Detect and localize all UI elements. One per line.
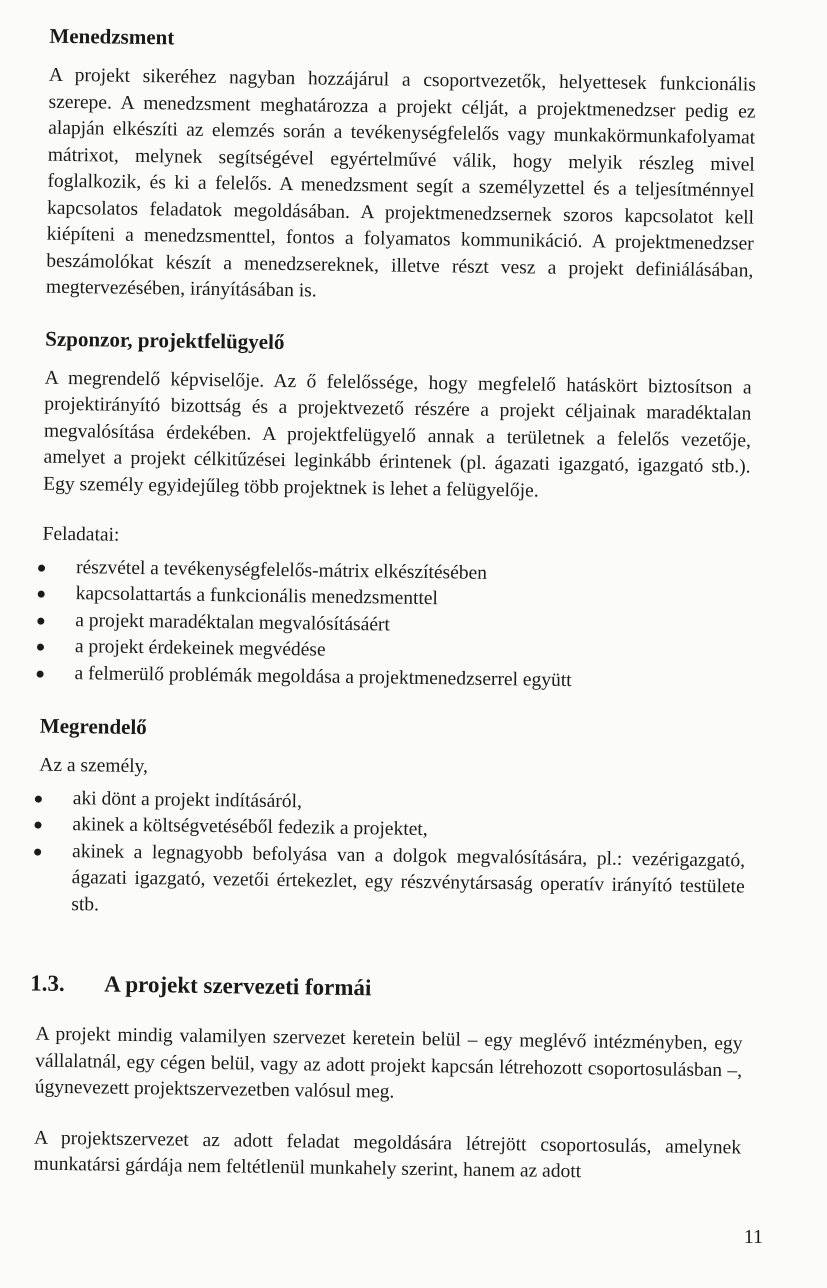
bullet-icon (35, 660, 75, 661)
list-item: a projekt érdekeinek megvédése (74, 636, 326, 661)
paragraph-szponzor: A megrendelő képviselője. Az ő felelőssége, hogy megfelelő hatáskört biztosítson a projektirányító bizottság és a projektvezető részére a projekt céljainak maradéktalan megvalósítása érdekében. A projektfelügyelő annak a területnek a felelős vezetője, amelyet a projekt célkitűzései leginkább érintenek (pl. ágazati igazgató, igazgató stb.). Egy személy egyidejűleg több projektnek is lehet a felügyelője. (43, 367, 752, 502)
section-heading-szponzor: Szponzor, projektfelügyelő (45, 326, 285, 354)
bullet-icon (32, 838, 72, 839)
section-heading-menedzsment: Menedzsment (49, 23, 175, 50)
bullet-icon (36, 581, 76, 582)
list-item: kapcsolattartás a funkcionális menedzsmenttel (75, 583, 439, 610)
bullet-icon (33, 812, 73, 813)
bullet-icon (33, 785, 73, 786)
list-intro-szemely: Az a személy, (39, 754, 149, 778)
bullet-icon (36, 607, 76, 608)
task-list (34, 554, 749, 696)
chapter-number: 1.3. (30, 970, 65, 996)
list-intro-feladatai: Feladatai: (42, 523, 120, 546)
chapter-title: A projekt szervezeti formái (104, 971, 372, 1001)
chapter-paragraph-1: A projekt mindig valamilyen szervezet keretein belül – egy meglévő intézményben, egy vállalatnál, egy cégen belül, vagy az adott projekt kapcsán létrehozott csoportosulásban –, úgynevezett projektszervezetben valósul meg. (34, 1023, 743, 1103)
list-item: akinek a legnagyobb befolyása van a dolgok megvalósítására, pl.: vezérigazgató, ágazati igazgató, vezetői értekezlet, egy részvénytársaság operatív irányító testülete stb. (71, 840, 746, 915)
chapter-heading (30, 970, 743, 1008)
list-item: a felmerülő problémák megoldása a projektmenedzserrel együtt (74, 662, 572, 691)
section-heading-megrendelo: Megrendelő (39, 713, 147, 740)
bullet-icon (35, 634, 75, 635)
client-list (31, 785, 746, 927)
list-item: a projekt maradéktalan megvalósításáért (75, 609, 391, 636)
list-item: akinek a költségvetéséből fedezik a projektet, (72, 814, 428, 841)
bullet-icon (36, 554, 76, 555)
list-item: részvétel a tevékenységfelelős-mátrix elkészítésében (75, 556, 488, 584)
page-number: 11 (743, 1226, 763, 1248)
chapter-paragraph-2: A projektszervezet az adott feladat megoldására létrejött csoportosulás, amelynek munkatársi gárdája nem feltétlenül munkahely szerint, hanem az adott (33, 1127, 742, 1183)
list-item: aki dönt a projekt indításáról, (72, 787, 303, 812)
paragraph-menedzsment: A projekt sikeréhez nagyban hozzájárul a csoportvezetők, helyettesek funkcionális szerepe. A menedzsment meghatározza a projekt célját, a projektmenedzser pedig ez alapján elkészíti az elemzés során a tevékenységfelelős vagy munkakörmunkafolyamat mátrixot, melynek segítségével egyértelművé válik, hogy melyik részleg mivel foglalkozik, és ki a felelős. A menedzsment segít a személyzettel és a teljesítménnyel kapcsolatos feladatok megoldásában. A projektmenedzsernek szoros kapcsolatot kell kiépíteni a menedzsmenttel, fontos a folyamatos kommunikáció. A projektmenedzser beszámolókat készít a menedzsereknek, illetve részt vesz a projekt definiálásában, megtervezésében, irányításában is. (45, 64, 757, 302)
